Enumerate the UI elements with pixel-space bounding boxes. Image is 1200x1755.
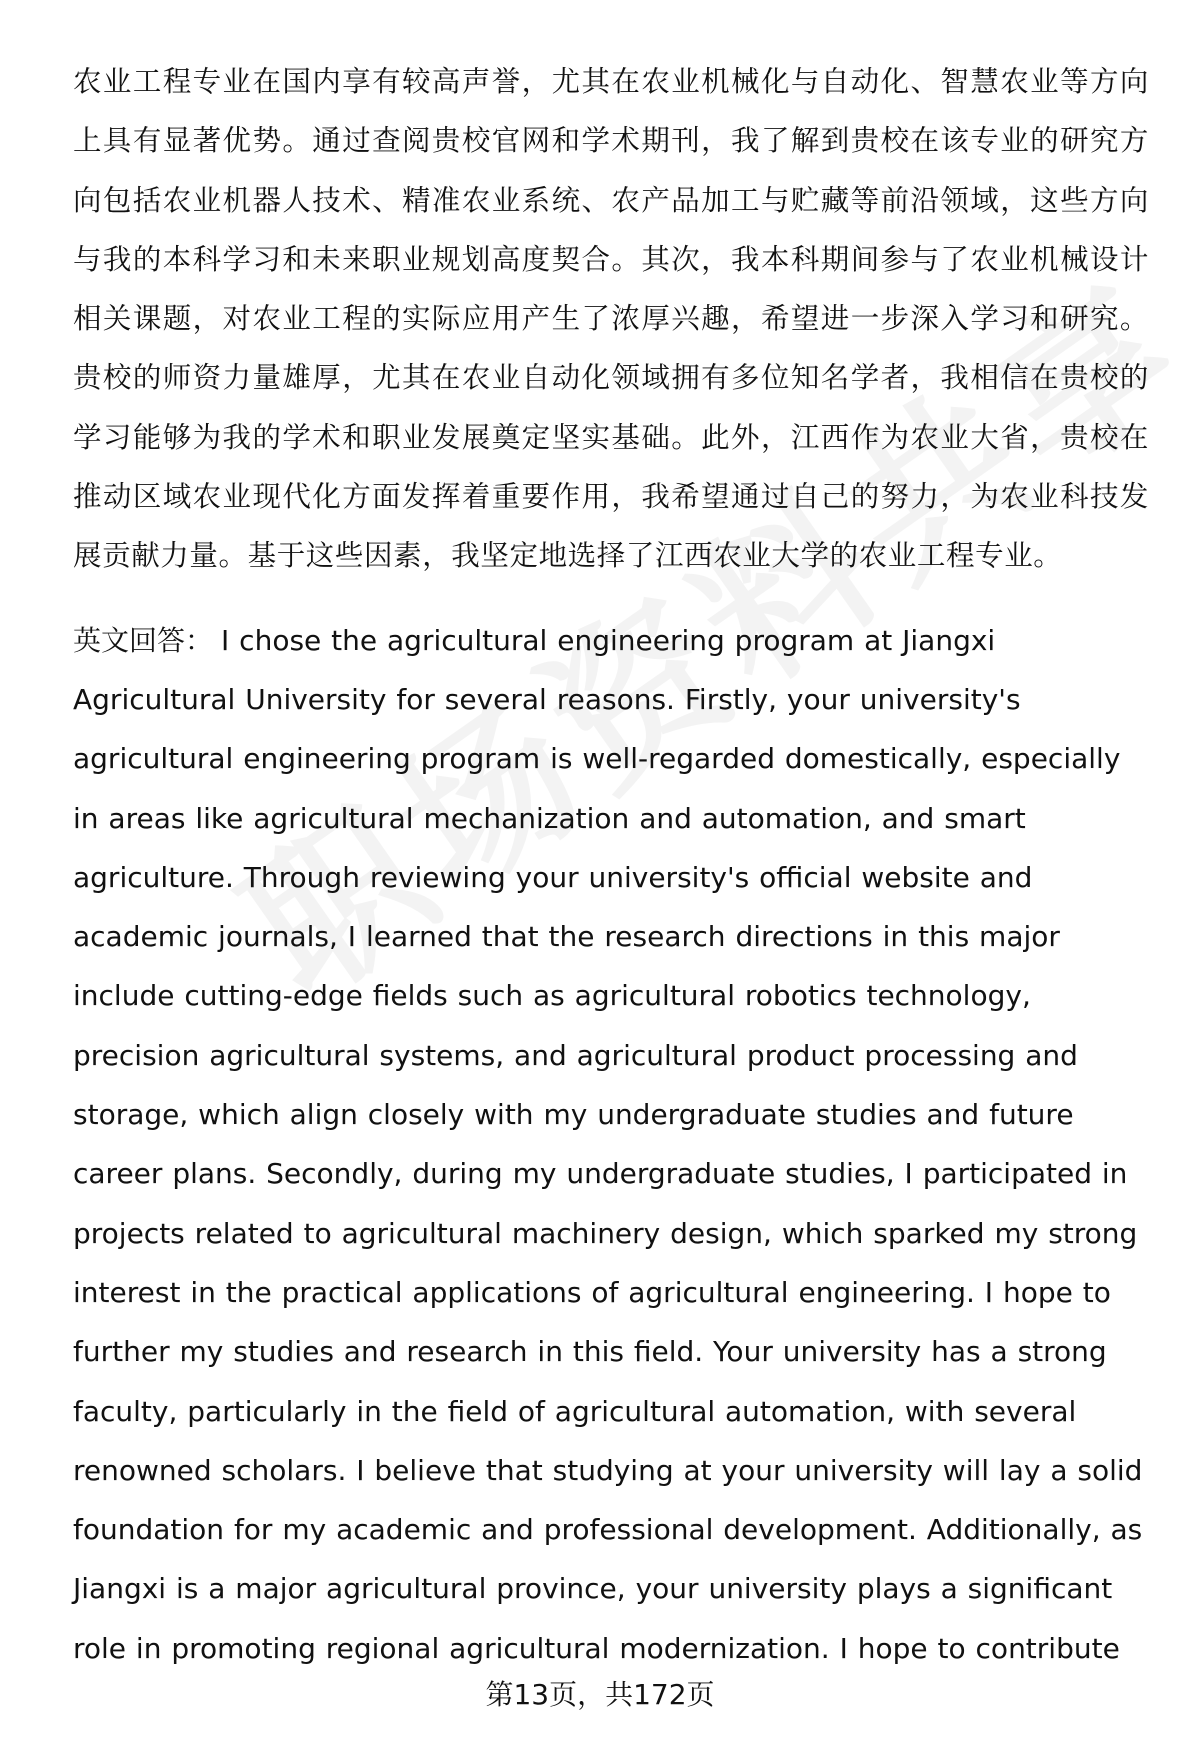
page-number-footer: 第13页，共172页 (485, 1678, 715, 1711)
english-answer-paragraph (73, 611, 1149, 1678)
chinese-paragraph: 农业工程专业在国内享有较高声誉，尤其在农业机械化与自动化、智慧农业等方向上具有显著优势。通过查阅贵校官网和学术期刊，我了解到贵校在该专业的研究方向包括农业机器人技术、精准农业系统、农产品加工与贮藏等前沿领域，这些方向与我的本科学习和未来职业规划高度契合。其次，我本科期间参与了农业机械设计相关课题，对农业工程的实际应用产生了浓厚兴趣，希望进一步深入学习和研究。贵校的师资力量雄厚，尤其在农业自动化领域拥有多位知名学者，我相信在贵校的学习能够为我的学术和职业发展奠定坚实基础。此外，江西作为农业大省，贵校在推动区域农业现代化方面发挥着重要作用，我希望通过自己的努力，为农业科技发展贡献力量。基于这些因素，我坚定地选择了江西农业大学的农业工程专业。 (73, 65, 1149, 573)
document-body (73, 52, 1149, 1678)
english-answer-text: I chose the agricultural engineering program at Jiangxi Agricultural University for several reasons. Firstly, your university's agricultural engineering program is well-regarded domestically, especially in areas like agricultural mechanization and automation, and smart agriculture. Through reviewing your university's official website and academic journals, I learned that the research directions in this major include cutting-edge fields such as agricultural robotics technology, precision agricultural systems, and agricultural product processing and storage, which align closely with my undergraduate studies and future career plans. Secondly, during my undergraduate studies, I participated in projects related to agricultural machinery design, which sparked my strong interest in the practical applications of agricultural engineering. I hope to further my studies and research in this field. Your university has a strong faculty, particularly in the field of agricultural automation, with several renowned scholars. I believe that studying at your university will lay a solid foundation for my academic and professional development. Additionally, as Jiangxi is a major agricultural province, your university plays a significant role in promoting regional agricultural modernization. I hope to contribute (73, 623, 1143, 1665)
english-answer-label: 英文回答： (73, 623, 214, 657)
